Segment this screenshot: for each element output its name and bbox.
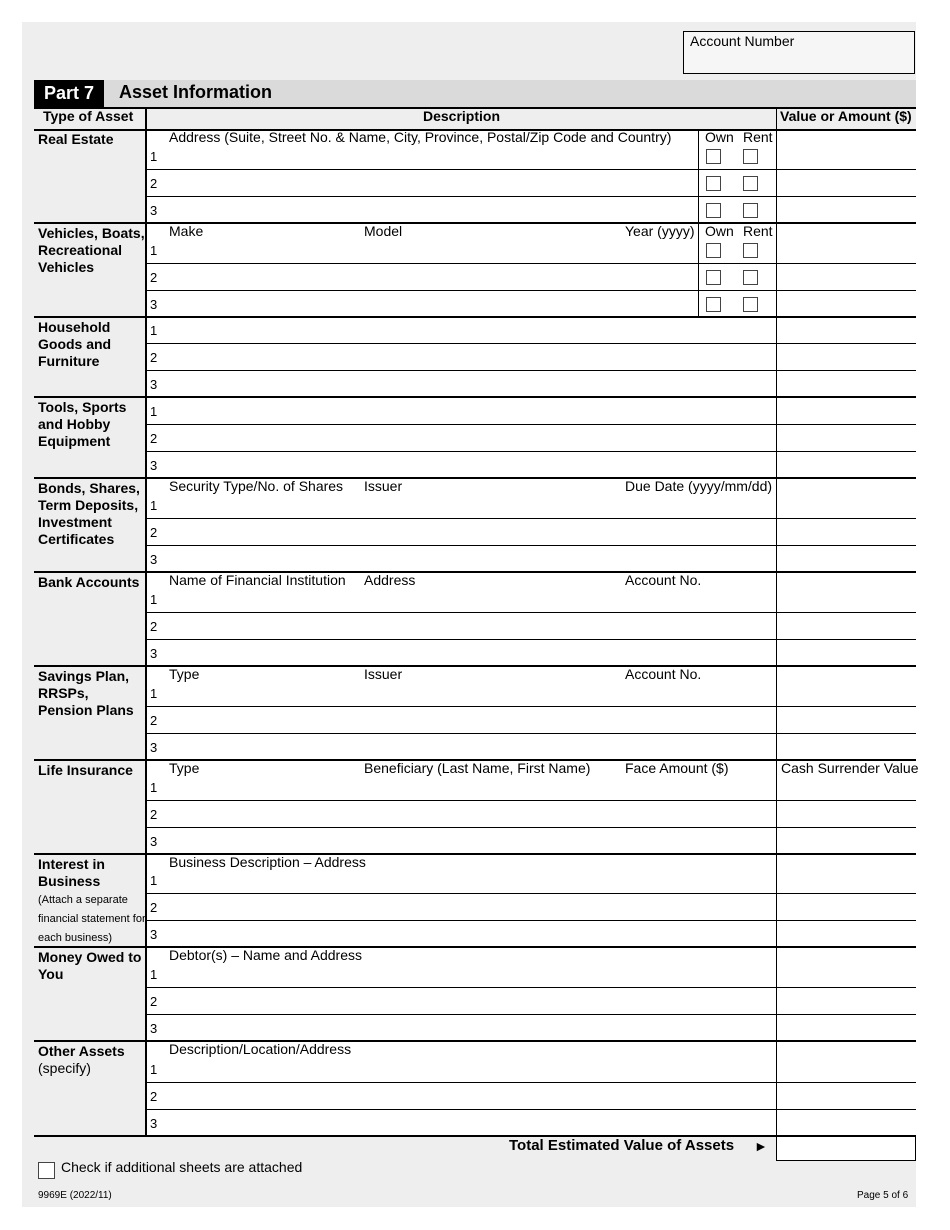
account-number-label: Account Number <box>690 33 795 49</box>
other-value-input[interactable] <box>778 1084 914 1108</box>
vehicles-category-title <box>38 225 146 276</box>
tools-description-input[interactable] <box>165 453 773 477</box>
tools-description-input[interactable] <box>165 399 773 423</box>
bonds-description-input[interactable] <box>165 547 773 571</box>
row-number: 2 <box>150 619 158 634</box>
bank-category-title <box>38 574 146 591</box>
vehicles-description-input[interactable] <box>165 292 695 316</box>
row-number: 2 <box>150 1089 158 1104</box>
business-description-input[interactable] <box>165 895 773 919</box>
savings-field-label: Issuer <box>364 666 403 682</box>
bank-description-input[interactable] <box>165 574 773 611</box>
row-number: 3 <box>150 1021 158 1036</box>
row-number: 2 <box>150 270 158 285</box>
own-rent-rule <box>698 223 699 317</box>
row-rule <box>146 290 916 291</box>
own-checkbox[interactable] <box>706 243 721 258</box>
savings-description-input[interactable] <box>165 668 773 705</box>
vehicles-description-input[interactable] <box>165 225 695 262</box>
money-owed-value-input[interactable] <box>778 949 914 986</box>
row-number: 3 <box>150 377 158 392</box>
row-number: 1 <box>150 873 158 888</box>
own-rent-rule <box>698 129 699 223</box>
bank-field-label: Address <box>364 572 416 588</box>
real-estate-description-input[interactable] <box>165 131 695 168</box>
category-title-text: Life Insurance <box>38 762 133 778</box>
real-estate-description-input[interactable] <box>165 171 695 195</box>
tools-value-input[interactable] <box>778 399 914 423</box>
row-number: 2 <box>150 994 158 1009</box>
bank-field-label: Name of Financial Institution <box>169 572 346 588</box>
bank-value-input[interactable] <box>778 641 914 665</box>
vehicles-field-label: Make <box>169 223 204 239</box>
life-description-input[interactable] <box>165 829 773 853</box>
business-description-input[interactable] <box>165 922 773 946</box>
section-rule <box>34 316 916 318</box>
business-description-input[interactable] <box>165 856 773 892</box>
rent-label: Rent <box>743 223 773 239</box>
vehicles-value-input[interactable] <box>778 265 914 289</box>
additional-sheets-label: Check if additional sheets are attached <box>61 1159 303 1175</box>
own-label: Own <box>705 223 734 239</box>
household-category-title <box>38 319 146 370</box>
row-rule <box>146 1109 916 1110</box>
value-column-rule <box>776 107 777 1136</box>
type-of-asset-header: Type of Asset <box>43 108 134 124</box>
category-title-text: Tools, Sports and Hobby Equipment <box>38 399 127 449</box>
life-field-label: Type <box>169 760 200 776</box>
category-title-text: Other Assets <box>38 1043 125 1059</box>
row-number: 1 <box>150 149 158 164</box>
row-rule <box>146 545 916 546</box>
other-category-title <box>38 1043 146 1077</box>
section-rule <box>34 665 916 667</box>
part-label: Part 7 <box>34 80 104 107</box>
own-checkbox[interactable] <box>706 149 721 164</box>
category-title-text: Savings Plan, RRSPs, Pension Plans <box>38 668 134 718</box>
bonds-value-input[interactable] <box>778 480 914 517</box>
rent-checkbox[interactable] <box>743 203 758 218</box>
category-title-text: Bonds, Shares, Term Deposits, Investment Certificates <box>38 480 140 547</box>
rent-checkbox[interactable] <box>743 297 758 312</box>
real-estate-category-title <box>38 131 146 148</box>
description-header: Description <box>423 108 501 124</box>
row-rule <box>146 893 916 894</box>
additional-sheets-checkbox[interactable] <box>38 1162 55 1179</box>
household-value-input[interactable] <box>778 319 914 342</box>
row-number: 3 <box>150 927 158 942</box>
row-number: 1 <box>150 323 158 338</box>
row-number: 1 <box>150 498 158 513</box>
savings-field-label: Account No. <box>625 666 702 682</box>
household-value-input[interactable] <box>778 345 914 369</box>
money-owed-description-input[interactable] <box>165 1016 773 1040</box>
life-value-input[interactable] <box>778 762 914 799</box>
rent-checkbox[interactable] <box>743 270 758 285</box>
money-owed-description-input[interactable] <box>165 989 773 1013</box>
life-category-title <box>38 762 146 779</box>
household-description-input[interactable] <box>165 345 773 369</box>
row-number: 3 <box>150 552 158 567</box>
vehicles-field-label: Model <box>364 223 403 239</box>
page-number: Page 5 of 6 <box>857 1190 909 1201</box>
form-id: 9969E (2022/11) <box>38 1190 112 1201</box>
bonds-value-input[interactable] <box>778 520 914 544</box>
money-owed-value-input[interactable] <box>778 1016 914 1040</box>
savings-field-label: Type <box>169 666 200 682</box>
row-number: 2 <box>150 807 158 822</box>
section-rule <box>34 853 916 855</box>
row-rule <box>146 196 916 197</box>
money-owed-field-label: Debtor(s) – Name and Address <box>169 947 362 963</box>
category-title-text: Bank Accounts <box>38 574 140 590</box>
other-value-input[interactable] <box>778 1111 914 1135</box>
bonds-field-label: Due Date (yyyy/mm/dd) <box>625 478 773 494</box>
real-estate-field-label: Address (Suite, Street No. & Name, City, Province, Postal/Zip Code and Country) <box>169 129 672 145</box>
row-number: 1 <box>150 243 158 258</box>
row-number: 2 <box>150 176 158 191</box>
business-field-label: Business Description – Address <box>169 854 366 870</box>
row-number: 3 <box>150 203 158 218</box>
life-field-label: Face Amount ($) <box>625 760 729 776</box>
total-label: Total Estimated Value of Assets <box>509 1137 735 1154</box>
savings-value-input[interactable] <box>778 735 914 759</box>
category-title-text: Money Owed to You <box>38 949 142 982</box>
row-number: 1 <box>150 404 158 419</box>
household-description-input[interactable] <box>165 319 773 342</box>
section-rule <box>34 946 916 948</box>
own-label: Own <box>705 129 734 145</box>
savings-description-input[interactable] <box>165 735 773 759</box>
other-value-input[interactable] <box>778 1043 914 1081</box>
row-rule <box>146 518 916 519</box>
category-title-text: Household Goods and Furniture <box>38 319 112 369</box>
own-checkbox[interactable] <box>706 270 721 285</box>
other-description-input[interactable] <box>165 1111 773 1135</box>
vehicles-field-label: Year (yyyy) <box>625 223 695 239</box>
category-title-text: Interest in Business <box>38 856 105 889</box>
category-note: (Attach a separate financial statement for each business) <box>38 894 146 944</box>
row-number: 2 <box>150 431 158 446</box>
money-owed-value-input[interactable] <box>778 989 914 1013</box>
real-estate-value-input[interactable] <box>778 198 914 222</box>
row-number: 2 <box>150 350 158 365</box>
other-field-label: Description/Location/Address <box>169 1041 352 1057</box>
bonds-category-title <box>38 480 146 548</box>
category-title-text: Real Estate <box>38 131 114 147</box>
bank-description-input[interactable] <box>165 641 773 665</box>
life-value-input[interactable] <box>778 802 914 826</box>
household-description-input[interactable] <box>165 372 773 396</box>
life-value-input[interactable] <box>778 829 914 853</box>
row-number: 3 <box>150 834 158 849</box>
row-rule <box>146 612 916 613</box>
rent-checkbox[interactable] <box>743 176 758 191</box>
row-rule <box>146 733 916 734</box>
section-rule <box>34 571 916 573</box>
own-checkbox[interactable] <box>706 176 721 191</box>
section-rule <box>34 477 916 479</box>
money-owed-description-input[interactable] <box>165 949 773 986</box>
header-top-rule <box>34 107 916 109</box>
tools-value-input[interactable] <box>778 453 914 477</box>
section-rule <box>34 396 916 398</box>
row-rule <box>146 1082 916 1083</box>
life-field-label: Beneficiary (Last Name, First Name) <box>364 760 591 776</box>
category-title-text: Vehicles, Boats, Recreational Vehicles <box>38 225 145 275</box>
row-rule <box>146 424 916 425</box>
money-owed-category-title <box>38 949 146 983</box>
savings-value-input[interactable] <box>778 708 914 732</box>
business-value-input[interactable] <box>778 895 914 919</box>
real-estate-value-input[interactable] <box>778 171 914 195</box>
bonds-field-label: Security Type/No. of Shares <box>169 478 344 494</box>
row-number: 3 <box>150 1116 158 1131</box>
row-rule <box>146 639 916 640</box>
row-number: 1 <box>150 1062 158 1077</box>
life-description-input[interactable] <box>165 802 773 826</box>
other-description-input[interactable] <box>165 1043 773 1081</box>
row-number: 1 <box>150 967 158 982</box>
other-description-input[interactable] <box>165 1084 773 1108</box>
row-rule <box>146 343 916 344</box>
arrow-right-icon: ► <box>754 1138 768 1154</box>
row-number: 2 <box>150 525 158 540</box>
own-checkbox[interactable] <box>706 203 721 218</box>
savings-category-title <box>38 668 146 719</box>
vehicles-description-input[interactable] <box>165 265 695 289</box>
life-value-header: Cash Surrender Value <box>781 760 919 776</box>
business-category-title <box>38 856 146 947</box>
vehicles-value-input[interactable] <box>778 225 914 262</box>
real-estate-value-input[interactable] <box>778 131 914 168</box>
life-description-input[interactable] <box>165 762 773 799</box>
business-value-input[interactable] <box>778 856 914 892</box>
value-header: Value or Amount ($) <box>780 108 912 124</box>
row-number: 1 <box>150 686 158 701</box>
row-number: 3 <box>150 740 158 755</box>
rent-checkbox[interactable] <box>743 243 758 258</box>
row-rule <box>146 169 916 170</box>
row-number: 3 <box>150 297 158 312</box>
section-rule <box>34 1040 916 1042</box>
row-number: 3 <box>150 646 158 661</box>
bonds-field-label: Issuer <box>364 478 403 494</box>
household-value-input[interactable] <box>778 372 914 396</box>
bank-field-label: Account No. <box>625 572 702 588</box>
row-rule <box>146 263 916 264</box>
row-rule <box>146 1014 916 1015</box>
savings-description-input[interactable] <box>165 708 773 732</box>
savings-value-input[interactable] <box>778 668 914 705</box>
rent-checkbox[interactable] <box>743 149 758 164</box>
real-estate-description-input[interactable] <box>165 198 695 222</box>
own-checkbox[interactable] <box>706 297 721 312</box>
row-rule <box>146 800 916 801</box>
bank-description-input[interactable] <box>165 614 773 638</box>
rent-label: Rent <box>743 129 773 145</box>
row-number: 2 <box>150 900 158 915</box>
tools-category-title <box>38 399 146 450</box>
row-rule <box>146 827 916 828</box>
section-rule <box>34 222 916 224</box>
bonds-value-input[interactable] <box>778 547 914 571</box>
tools-description-input[interactable] <box>165 426 773 450</box>
row-rule <box>146 451 916 452</box>
category-note: (specify) <box>38 1060 91 1076</box>
row-rule <box>146 706 916 707</box>
row-rule <box>146 987 916 988</box>
row-number: 3 <box>150 458 158 473</box>
account-number-field[interactable] <box>683 31 915 74</box>
vehicles-value-input[interactable] <box>778 292 914 316</box>
part-title: Asset Information <box>119 82 273 102</box>
row-number: 1 <box>150 592 158 607</box>
bank-value-input[interactable] <box>778 574 914 611</box>
tools-value-input[interactable] <box>778 426 914 450</box>
row-number: 1 <box>150 780 158 795</box>
row-rule <box>146 920 916 921</box>
total-value-field[interactable] <box>776 1136 916 1161</box>
bank-value-input[interactable] <box>778 614 914 638</box>
row-number: 2 <box>150 713 158 728</box>
business-value-input[interactable] <box>778 922 914 946</box>
bonds-description-input[interactable] <box>165 480 773 517</box>
row-rule <box>146 370 916 371</box>
bonds-description-input[interactable] <box>165 520 773 544</box>
